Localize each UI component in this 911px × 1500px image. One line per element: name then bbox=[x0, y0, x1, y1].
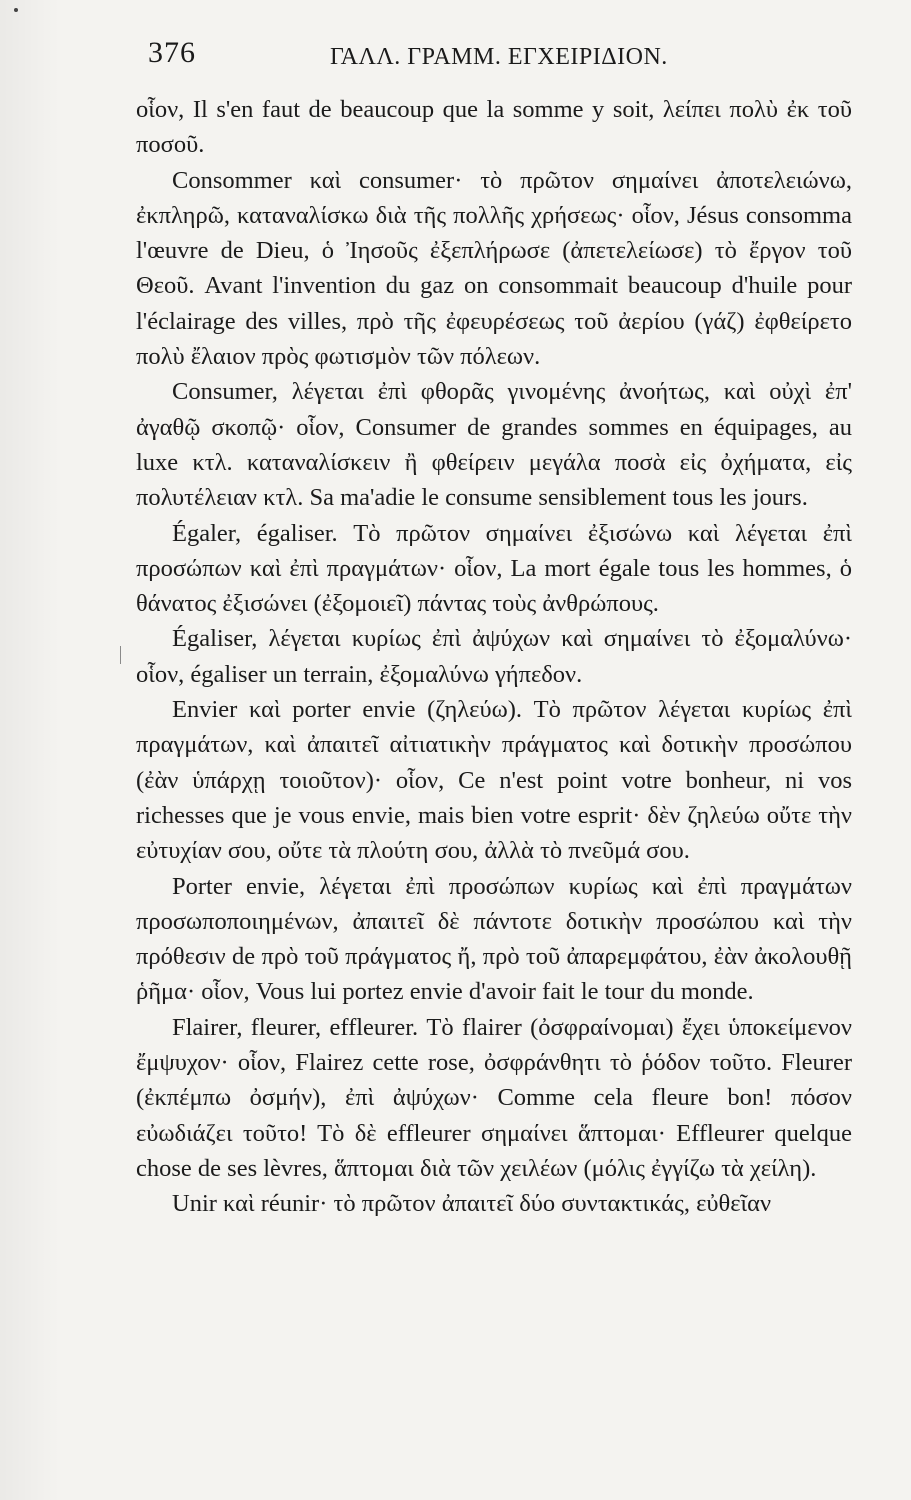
paragraph: Consumer, λέγεται ἐπὶ φθορᾶς γινομένης ἀνοήτως, καὶ οὐχὶ ἐπ' ἀγαθῷ σκοπῷ· οἷον, Consumer de grandes sommes en équipages, au luxe κτλ. καταναλίσκειν ἢ φθείρειν μεγάλα ποσὰ εἰς ὀχήματα, εἰς πολυτέλειαν κτλ. Sa ma'adie le consume sensiblement tous les jours. bbox=[136, 378, 852, 512]
paragraph: Consommer καὶ consumer· τὸ πρῶτον σημαίνει ἀποτελειώνω, ἐκπληρῶ, καταναλίσκω διὰ τῆς πολλῆς χρήσεως· οἷον, Jésus consomma l'œuvre de Dieu, ὁ Ἰησοῦς ἐξεπλήρωσε (ἀπετελείωσε) τὸ ἔργον τοῦ Θεοῦ. Avant l'invention du gaz on consommait beaucoup d'huile pour l'éclairage des villes, πρὸ τῆς ἐφευρέσεως τοῦ ἀερίου (γάζ) ἐφθείρετο πολὺ ἔλαιον πρὸς φωτισμὸν τῶν πόλεων. bbox=[136, 166, 852, 371]
paragraph: Envier καὶ porter envie (ζηλεύω). Τὸ πρῶτον λέγεται κυρίως ἐπὶ πραγμάτων, καὶ ἀπαιτεῖ αἰτιατικὴν πράγματος καὶ δοτικὴν προσώπου (ἐὰν ὑπάρχῃ τοιοῦτον)· οἷον, Ce n'est point votre bonheur, ni vos richesses que je vous envie, mais bien votre esprit· δὲν ζηλεύω οὔτε τὴν εὐτυχίαν σου, οὔτε τὰ πλούτη σου, ἀλλὰ τὸ πνεῦμά σου. bbox=[136, 696, 852, 865]
paragraph: Égaler, égaliser. Τὸ πρῶτον σημαίνει ἐξισώνω καὶ λέγεται ἐπὶ προσώπων καὶ ἐπὶ πραγμάτων· οἷον, La mort égale tous les hommes, ὁ θάνατος ἐξισώνει (ἐξομοιεῖ) πάντας τοὺς ἀνθρώπους. bbox=[136, 519, 852, 618]
paragraph: Unir καὶ réunir· τὸ πρῶτον ἀπαιτεῖ δύο συντακτικάς, εὐθεῖαν bbox=[172, 1190, 772, 1218]
paragraph: Porter envie, λέγεται ἐπὶ προσώπων κυρίως καὶ ἐπὶ πραγμάτων προσωποποιημένων, ἀπαιτεῖ δὲ πάντοτε δοτικὴν προσώπου καὶ τὴν πρόθεσιν de πρὸ τοῦ πράγματος ἤ, πρὸ τοῦ ἀπαρεμφάτου, ἐὰν ἀκολουθῇ ῥῆμα· οἷον, Vous lui portez envie d'avoir fait le tour du monde. bbox=[136, 872, 852, 1006]
page-header bbox=[148, 36, 848, 80]
corner-speck bbox=[14, 8, 18, 12]
paragraph: Flairer, fleurer, effleurer. Τὸ flairer (ὀσφραίνομαι) ἔχει ὑποκείμενον ἔμψυχον· οἷον, Flairez cette rose, ὀσφράνθητι τὸ ῥόδον τοῦτο. Fleurer (ἐκπέμπω ὀσμήν), ἐπὶ ἀψύχων· Comme cela fleure bon! πόσον εὐωδιάζει τοῦτο! Τὸ δὲ effleurer σημαίνει ἅπτομαι· Effleurer quelque chose de ses lèvres, ἅπτομαι διὰ τῶν χειλέων (μόλις ἐγγίζω τὰ χείλη). bbox=[136, 1013, 852, 1182]
margin-mark bbox=[120, 646, 121, 664]
page-number: 376 bbox=[148, 36, 196, 69]
body-text bbox=[136, 92, 852, 1222]
paragraph: Égaliser, λέγεται κυρίως ἐπὶ ἀψύχων καὶ σημαίνει τὸ ἐξομαλύνω· οἷον, égaliser un terrain, ἐξομαλύνω γήπεδον. bbox=[136, 625, 852, 688]
paragraph: οἷον, Il s'en faut de beaucoup que la somme y soit, λείπει πολὺ ἐκ τοῦ ποσοῦ. bbox=[136, 96, 852, 159]
running-title: ΓΑΛΛ. ΓΡΑΜΜ. ΕΓΧΕΙΡΙΔΙΟΝ. bbox=[330, 44, 668, 70]
